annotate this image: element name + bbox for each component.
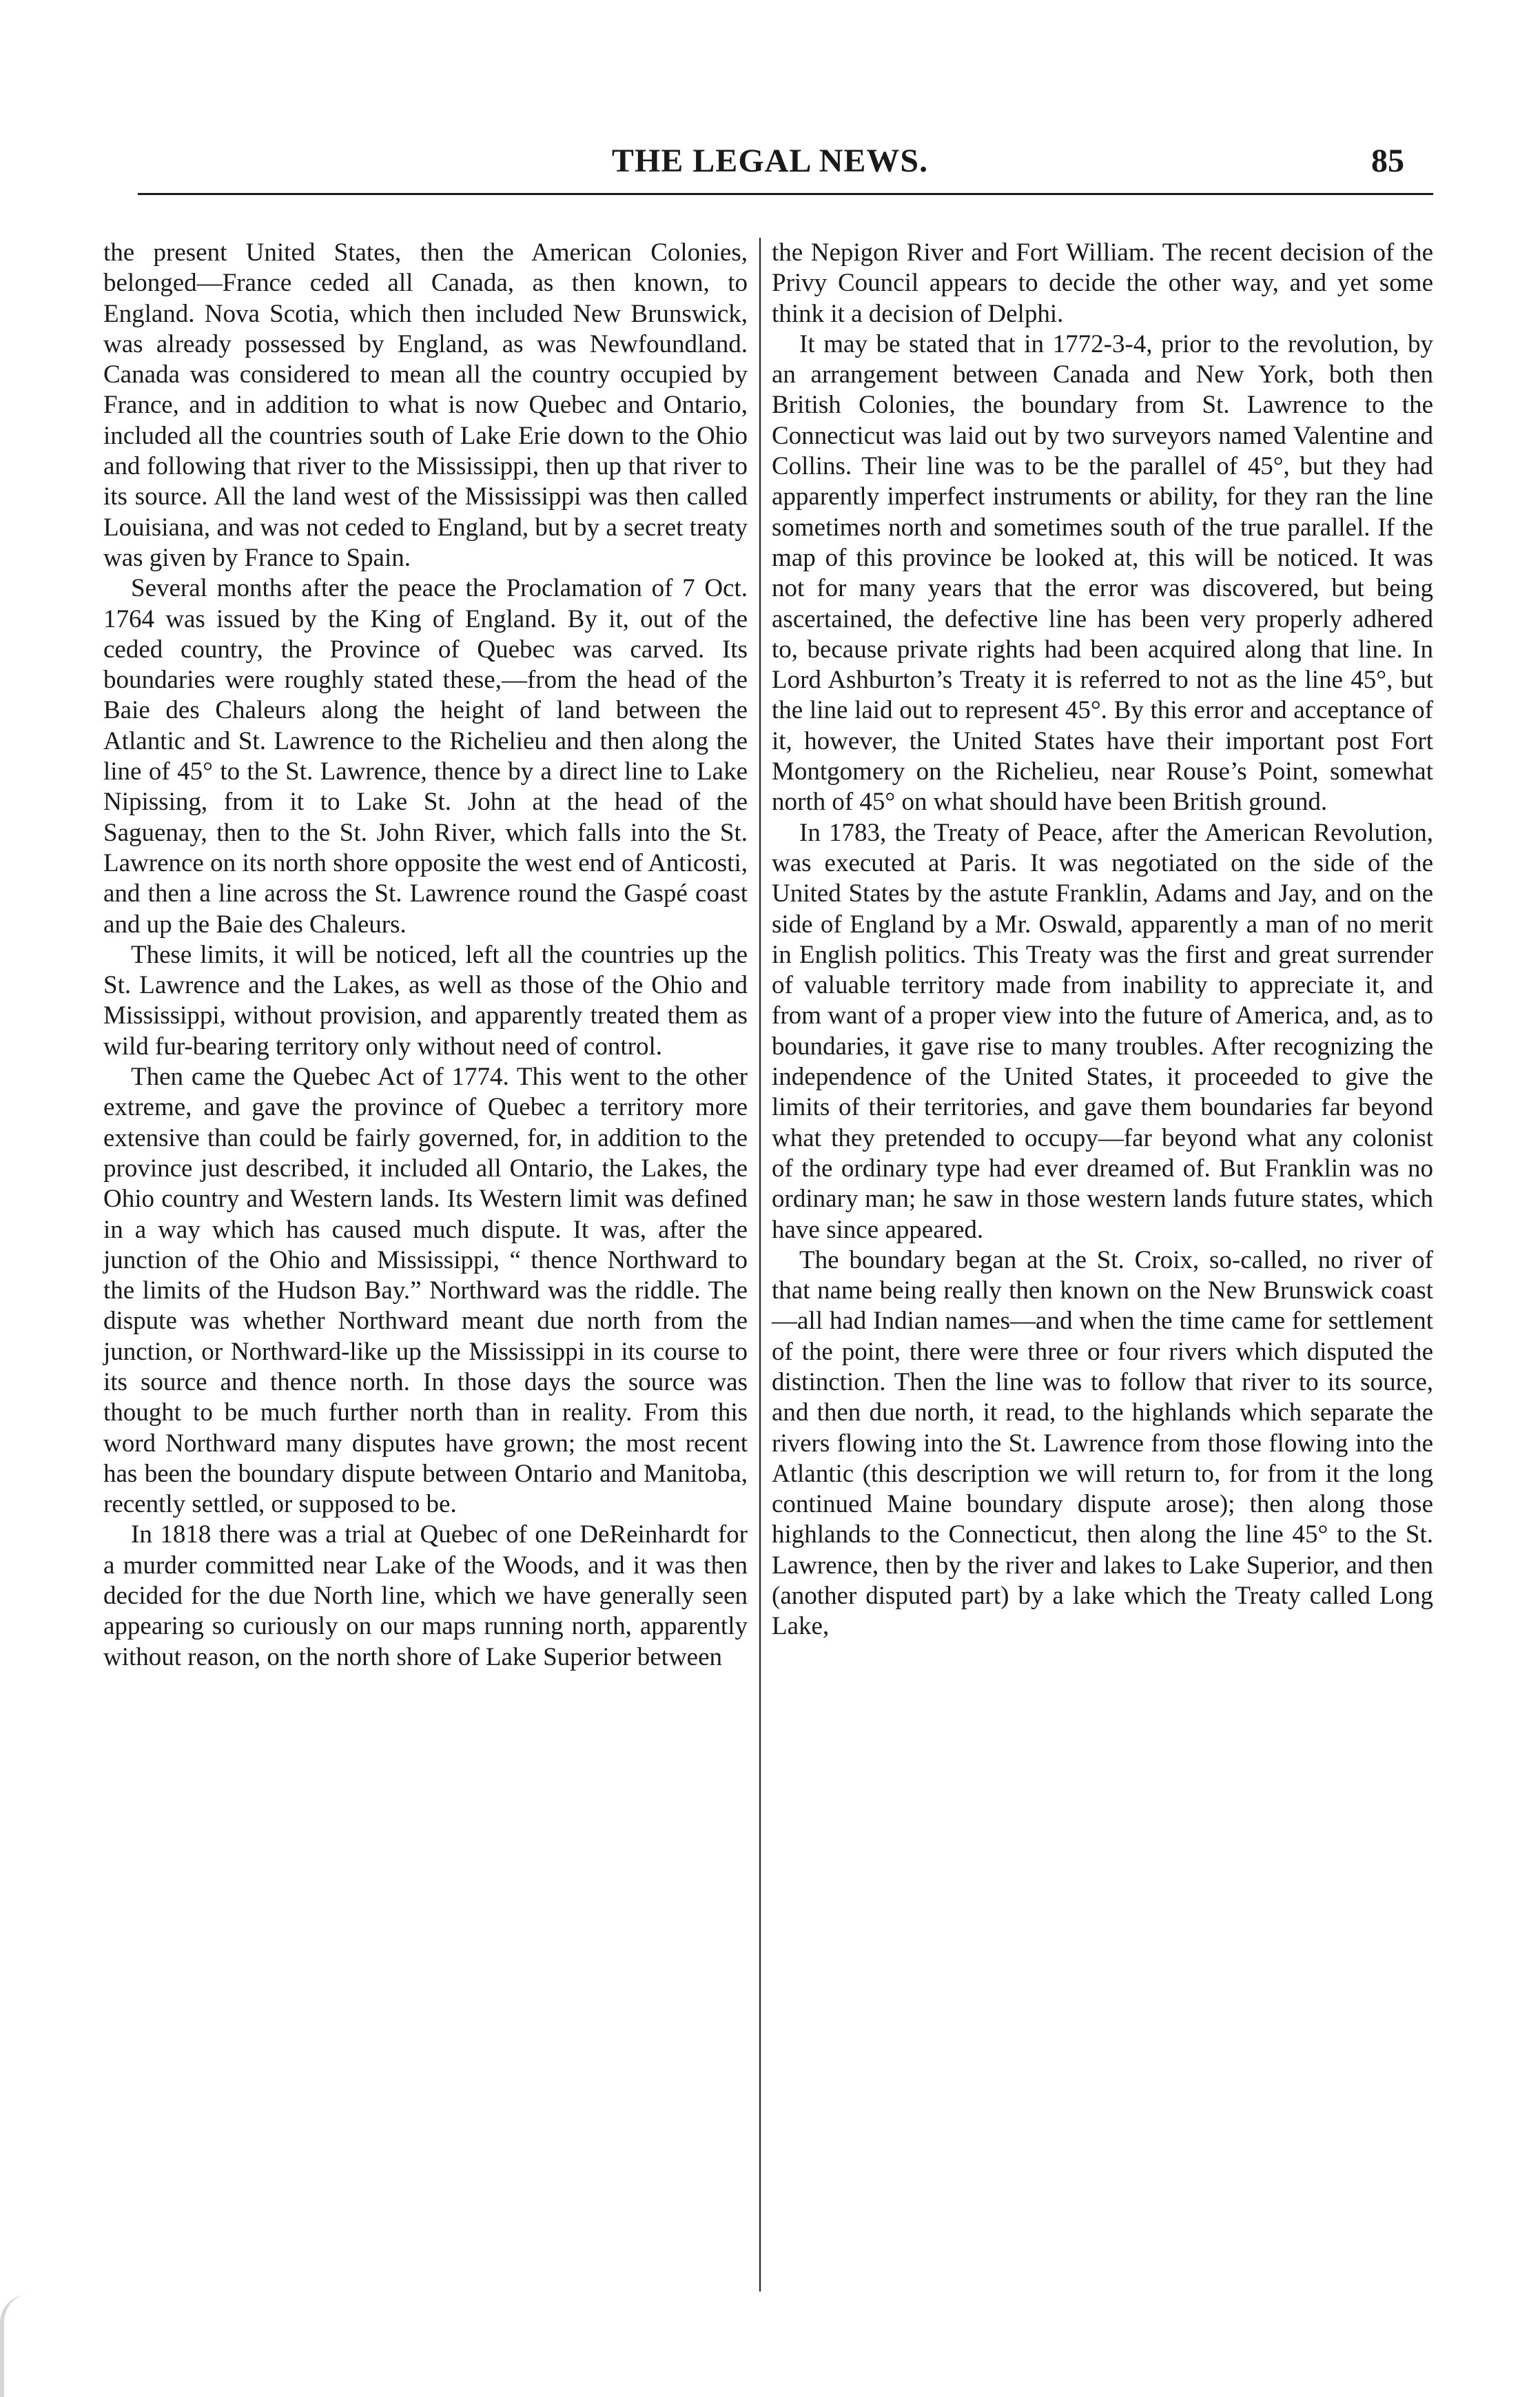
paragraph: Then came the Quebec Act of 1774. This went to the other extreme, and gave the province of Quebec a territory more extensive than could be fairly governed, for, in addition to the province just described, it included all Ontario, the Lakes, the Ohio country and Western lands. Its Western limit was defined in a way which has caused much dispute. It was, after the junction of the Ohio and Mississippi, “ thence Northward to the limits of the Hudson Bay.” Northward was the riddle. The dispute was whether Northward meant due north from the junction, or Northward-like up the Mississippi in its course to its source and thence north. In those days the source was thought to be much further north than in reality. From this word Northward many disputes have grown; the most recent has been the boundary dispute between Ontario and Manitoba, recently settled, or supposed to be. [103, 1063, 748, 1519]
paragraph: In 1783, the Treaty of Peace, after the American Revolution, was executed at Paris. It was negotiated on the side of the United States by the astute Franklin, Adams and Jay, and on the side of England by a Mr. Oswald, apparently a man of no merit in English politics. This Treaty was the first and great surrender of valuable territory made from inability to appreciate it, and from want of a proper view into the future of America, and, as to boundaries, it gave rise to many troubles. After recognizing the independence of the United States, it proceeded to give the limits of their territories, and gave them boundaries far beyond what they pretended to occupy—far beyond what any colonist of the ordinary type had ever dreamed of. But Franklin was no ordinary man; he saw in those western lands future states, which have since appeared. [772, 818, 1433, 1244]
paragraph: In 1818 there was a trial at Quebec of one DeReinhardt for a murder committed near Lake of the Woods, and it was then decided for the due North line, which we have generally seen appearing so curiously on our maps running north, apparently without reason, on the north shore of Lake Superior between [103, 1520, 748, 1671]
page-number: 85 [1371, 143, 1404, 179]
paragraph: These limits, it will be noticed, left all the countries up the St. Lawrence and the Lakes, as well as those of the Ohio and Mississippi, without provision, and apparently treated them as wild fur-bearing territory only without need of control. [103, 940, 748, 1061]
header-rule [138, 193, 1433, 195]
paragraph: Several months after the peace the Proclamation of 7 Oct. 1764 was issued by the King of England. By it, out of the ceded country, the Province of Quebec was carved. Its boundaries were roughly stated these,—from the head of the Baie des Chaleurs along the height of land between the Atlantic and St. Lawrence to the Richelieu and then along the line of 45° to the St. Lawrence, thence by a direct line to Lake Nipissing, from it to Lake St. John at the head of the Saguenay, then to the St. John River, which falls into the St. Lawrence on its north shore opposite the west end of Anticosti, and then a line across the St. Lawrence round the Gaspé coast and up the Baie des Chaleurs. [103, 574, 748, 939]
page-title: THE LEGAL NEWS. [611, 143, 929, 179]
left-column [103, 238, 748, 1673]
page-edge-decoration [0, 2295, 87, 2397]
paragraph: the present United States, then the American Colonies, belonged—France ceded all Canada, as then known, to England. Nova Scotia, which then included New Brunswick, was already possessed by England, as was Newfoundland. Canada was considered to mean all the country occupied by France, and in addition to what is now Quebec and Ontario, included all the countries south of Lake Erie down to the Ohio and following that river to the Mississippi, then up that river to its source. All the land west of the Mississippi was then called Louisiana, and was not ceded to England, but by a secret treaty was given by France to Spain. [103, 238, 748, 572]
paragraph: The boundary began at the St. Croix, so-called, no river of that name being really then known on the New Brunswick coast—all had Indian names—and when the time came for settlement of the point, there were three or four rivers which disputed the distinction. Then the line was to follow that river to its source, and then due north, it read, to the highlands which separate the rivers flowing into the St. Lawrence from those flowing into the Atlantic (this description we will return to, for from it the long continued Maine boundary dispute arose); then along those highlands to the Connecticut, then along the line 45° to the St. Lawrence, then by the river and lakes to Lake Superior, and then (another disputed part) by a lake which the Treaty called Long Lake, [772, 1245, 1433, 1641]
paragraph: It may be stated that in 1772-3-4, prior to the revolution, by an arrangement between Canada and New York, both then British Colonies, the boundary from St. Lawrence to the Connecticut was laid out by two surveyors named Valentine and Collins. Their line was to be the parallel of 45°, but they had apparently imperfect instruments or ability, for they ran the line sometimes north and sometimes south of the true parallel. If the map of this province be looked at, this will be noticed. It was not for many years that the error was discovered, but being ascertained, the defective line has been very properly adhered to, because private rights had been acquired along that line. In Lord Ashburton’s Treaty it is referred to not as the line 45°, but the line laid out to represent 45°. By this error and acceptance of it, however, the United States have their important post Fort Montgomery on the Richelieu, near Rouse’s Point, somewhat north of 45° on what should have been British ground. [772, 329, 1433, 817]
column-divider [759, 238, 761, 2292]
paragraph: the Nepigon River and Fort William. The recent decision of the Privy Council appears to decide the other way, and yet some think it a decision of Delphi. [772, 238, 1433, 328]
right-column [772, 238, 1433, 1642]
